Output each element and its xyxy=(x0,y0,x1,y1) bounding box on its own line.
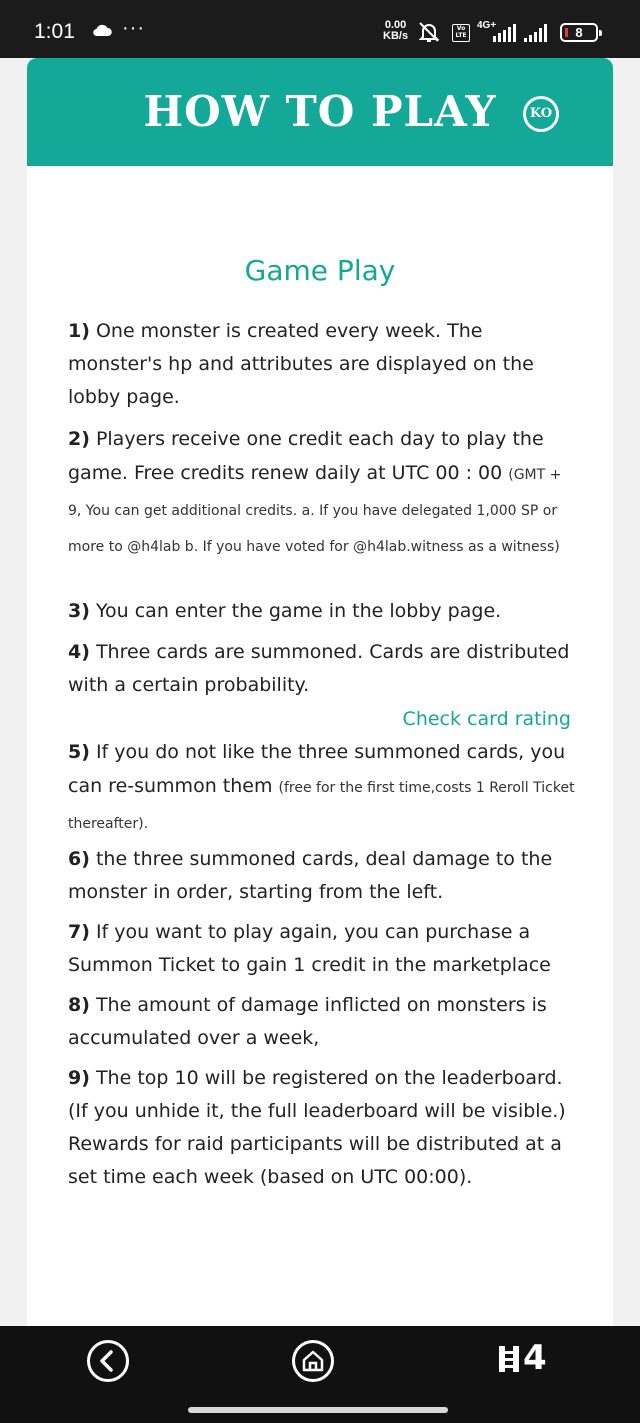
how-to-play-card xyxy=(27,58,613,1326)
rule-item-6: 6) the three summoned cards, deal damage to the monster in order, starting from the left. xyxy=(68,848,553,903)
signal-icon xyxy=(493,24,517,42)
clock: 1:01 xyxy=(34,20,75,43)
rule-item-3: 3) You can enter the game in the lobby page. xyxy=(68,600,502,622)
app-logo-text: 4 xyxy=(523,1338,547,1378)
network-type: 4G+ xyxy=(477,20,497,31)
more-notifications-icon: ··· xyxy=(122,17,145,39)
rule-item-5: 5) If you do not like the three summoned cards, you can re-summon them (free for the first time,costs 1 Reroll Ticket thereafter). xyxy=(68,741,575,832)
rule-item-2: 2) Players receive one credit each day to play the game. Free credits renew daily at UTC 00 : 00 (GMT + 9, You can get additional credits. a. If you have delegated 1,000 SP or more to @h4lab b. If you have voted for @h4lab.witness as a witness) xyxy=(68,428,562,555)
bell-muted-icon xyxy=(417,20,441,44)
signal-icon xyxy=(524,24,550,42)
rule-item-4: 4) Three cards are summoned. Cards are distributed with a certain probability. xyxy=(68,641,570,696)
rule-item-7: 7) If you want to play again, you can purchase a Summon Ticket to gain 1 credit in the marketplace xyxy=(68,921,551,976)
check-card-rating-link[interactable]: Check card rating xyxy=(402,708,571,730)
rule-item-9: 9) The top 10 will be registered on the leaderboard. (If you unhide it, the full leaderboard will be visible.) Rewards for raid participants will be distributed at a set time each week (based on UTC 00:00). xyxy=(68,1067,566,1188)
rule-item-8: 8) The amount of damage inflicted on monsters is accumulated over a week, xyxy=(68,994,547,1049)
card-header xyxy=(27,58,613,166)
navigation-bar xyxy=(0,1326,640,1423)
network-speed: 0.00 KB/s xyxy=(383,19,409,42)
language-toggle-button[interactable]: KO xyxy=(523,96,559,132)
home-icon[interactable] xyxy=(292,1340,334,1382)
page-title: HOW TO PLAY xyxy=(143,87,497,136)
volte-icon: Vo LTE xyxy=(452,24,470,42)
battery-icon: 8 xyxy=(560,23,598,42)
back-icon[interactable] xyxy=(87,1340,129,1382)
gesture-handle[interactable] xyxy=(188,1407,448,1413)
rule-item-1: 1) One monster is created every week. The monster's hp and attributes are displayed on the lobby page. xyxy=(68,320,534,408)
section-title: Game Play xyxy=(244,254,396,287)
status-bar xyxy=(0,0,640,58)
cloud-icon xyxy=(92,23,112,37)
app-logo-icon[interactable] xyxy=(497,1338,555,1378)
